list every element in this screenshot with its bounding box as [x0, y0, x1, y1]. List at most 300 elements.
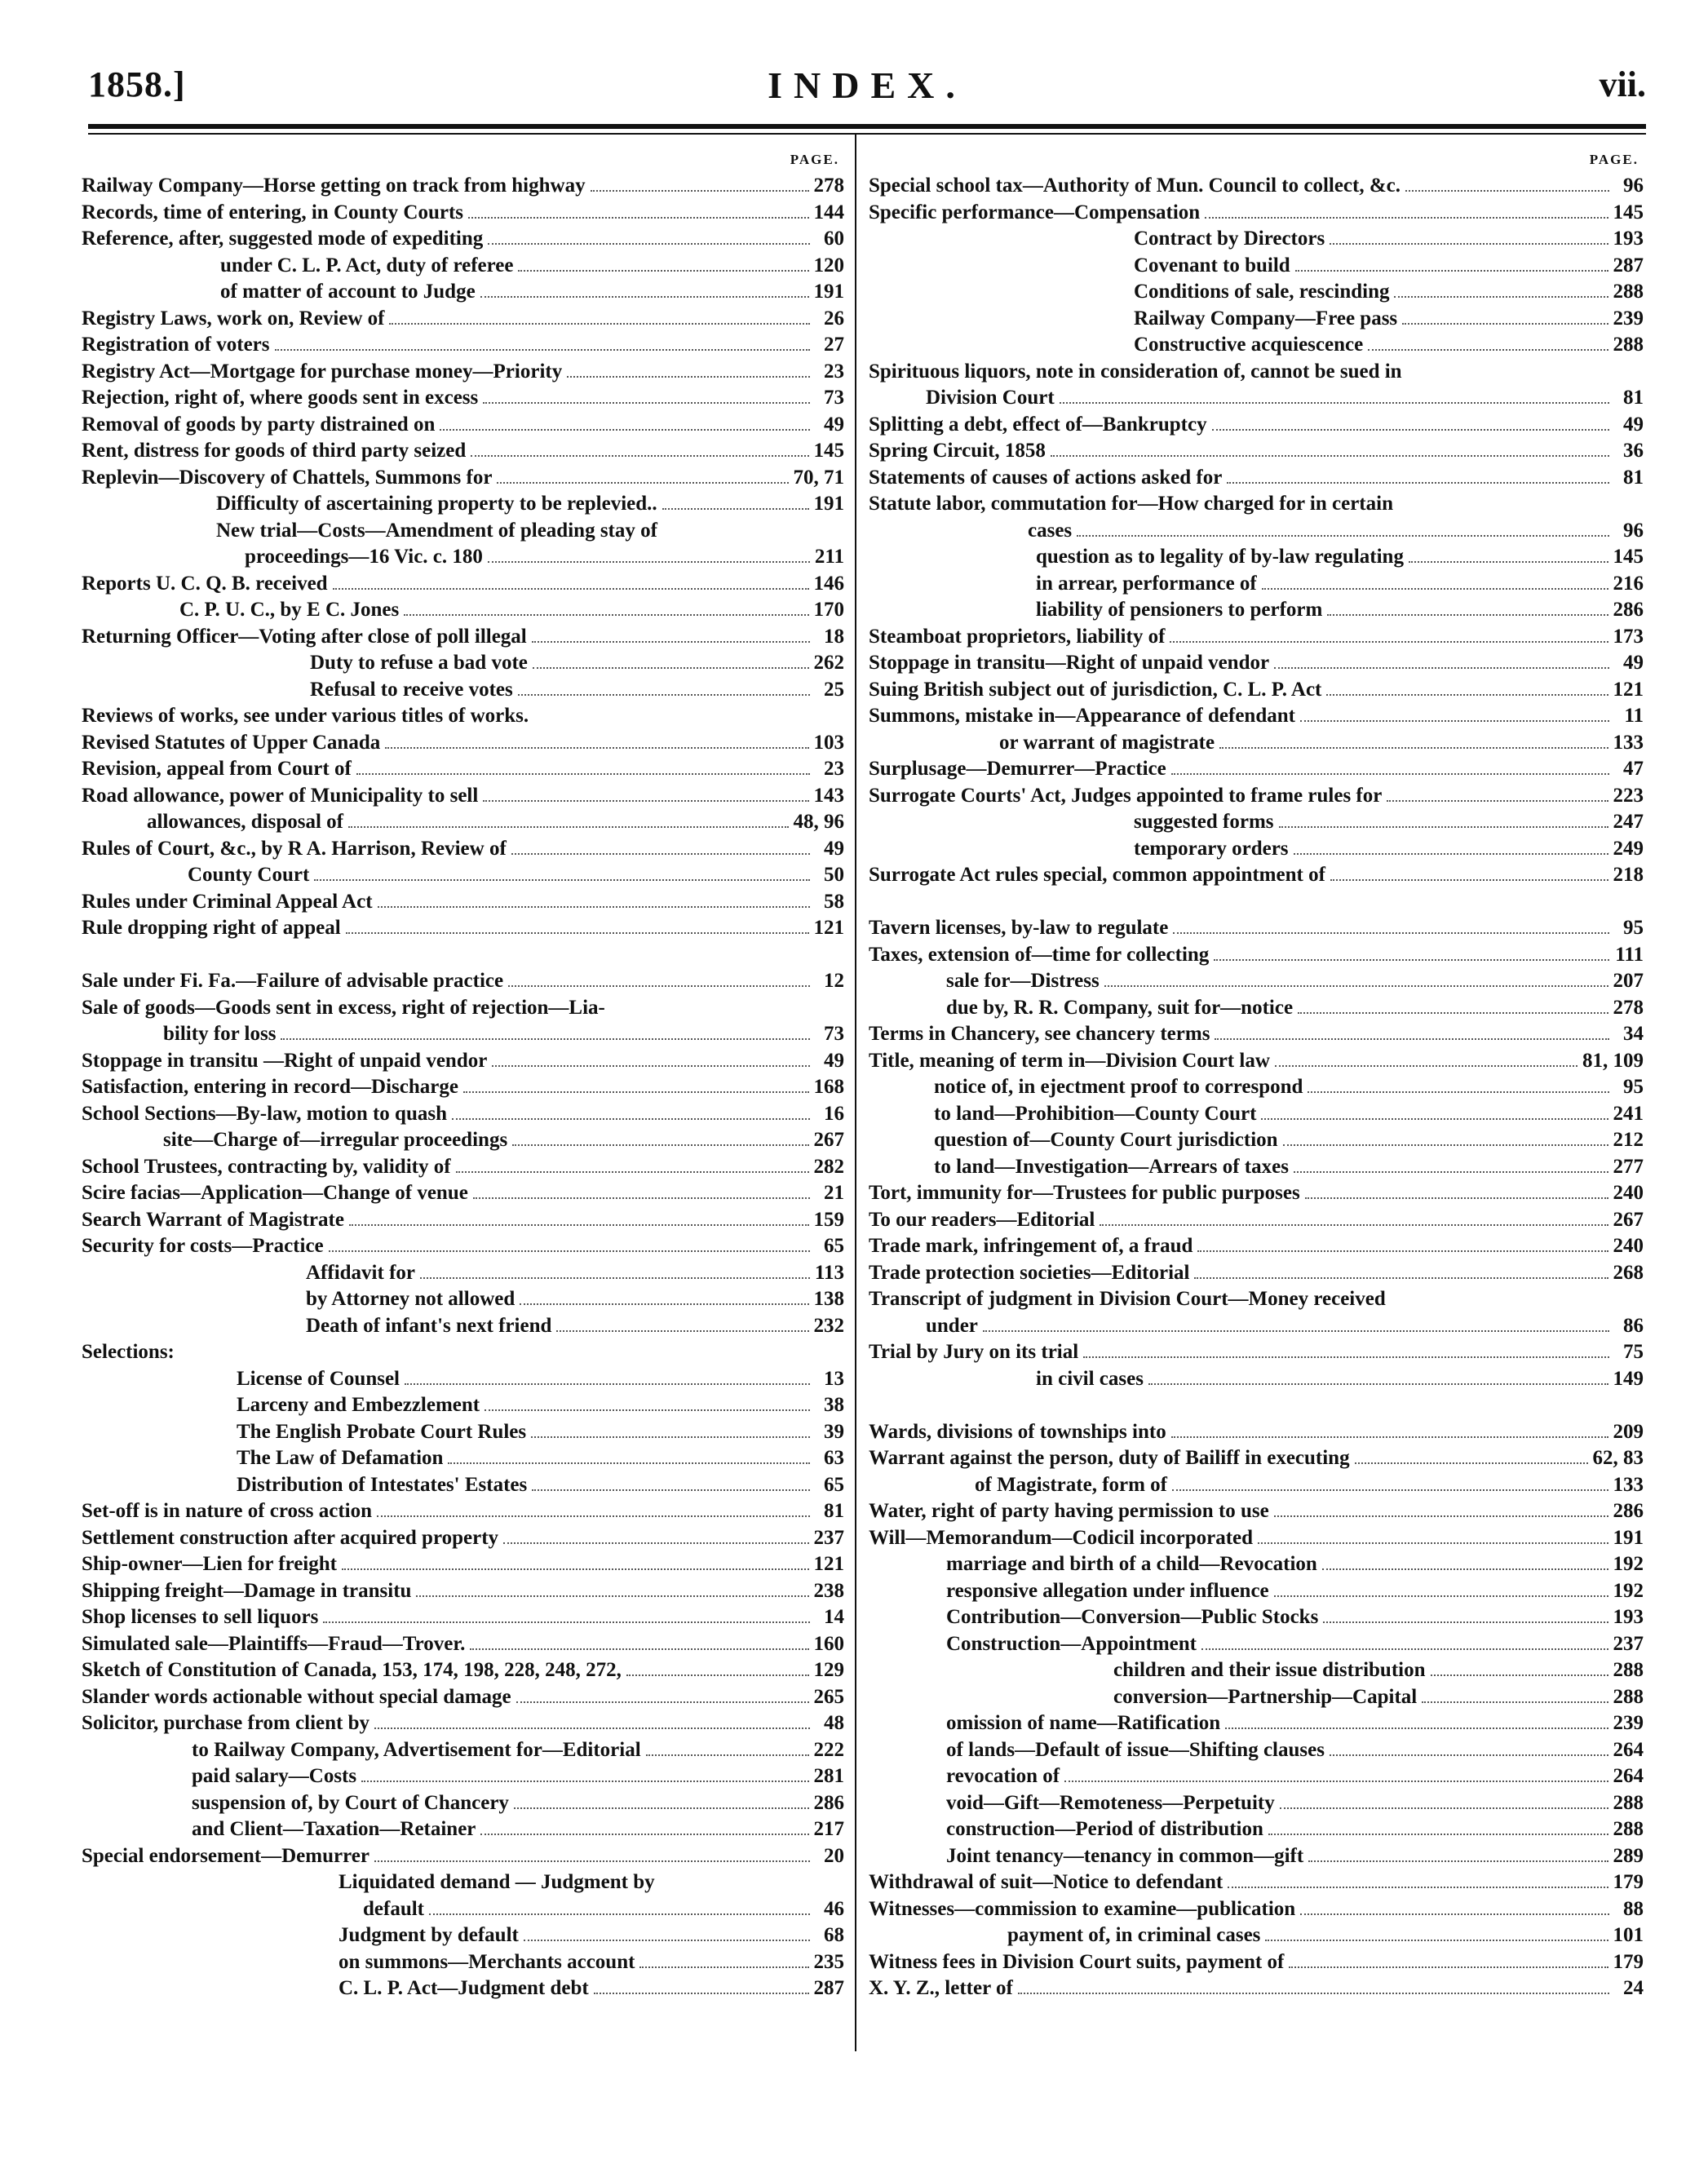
- entry-page: 14: [824, 1606, 844, 1628]
- dot-leader: [405, 1383, 810, 1385]
- entry-text: Registry Act—Mortgage for purchase money—Priority: [82, 360, 563, 383]
- entry-page: 160: [813, 1632, 844, 1655]
- index-entry: [869, 1631, 1644, 1658]
- entry-page: 113: [814, 1261, 844, 1284]
- entry-text: Rule dropping right of appeal: [82, 917, 341, 939]
- entry-text: C. L. P. Act—Judgment debt: [339, 1977, 589, 1999]
- index-entry: [82, 809, 844, 836]
- index-entry: [82, 1021, 844, 1048]
- entry-page: 239: [1613, 1712, 1644, 1734]
- entry-text: Set-off is in nature of cross action: [82, 1500, 372, 1522]
- dot-leader: [594, 1993, 809, 1994]
- index-entry: [82, 862, 844, 889]
- entry-text: under: [926, 1314, 978, 1337]
- entry-text: Security for costs—Practice: [82, 1235, 324, 1257]
- entry-page: 81, 109: [1582, 1049, 1644, 1072]
- dot-leader: [416, 1595, 808, 1597]
- entry-page: 62, 83: [1592, 1447, 1644, 1469]
- entry-text: Splitting a debt, effect of—Bankruptcy: [869, 413, 1207, 436]
- entry-text: Warrant against the person, duty of Bailiff in executing: [869, 1447, 1350, 1469]
- entry-text: Reference, after, suggested mode of expediting: [82, 228, 484, 250]
- dot-leader: [497, 482, 788, 484]
- index-entry: [869, 1843, 1644, 1870]
- dot-leader: [532, 641, 810, 643]
- index-entry: [869, 412, 1644, 439]
- index-entry: [82, 650, 844, 677]
- entry-page: 235: [813, 1950, 844, 1973]
- entry-text: Distribution of Intestates' Estates: [237, 1473, 528, 1496]
- entry-text: Suing British subject out of jurisdiction, C. L. P. Act: [869, 678, 1322, 701]
- entry-text: Registry Laws, work on, Review of: [82, 307, 385, 330]
- entry-text: sale for—Distress: [946, 970, 1100, 992]
- dot-leader: [374, 1860, 810, 1862]
- index-entry: [82, 1869, 844, 1896]
- dot-leader: [440, 429, 810, 431]
- entry-page: 191: [1613, 1526, 1644, 1549]
- header-rule-thick: [88, 124, 1646, 129]
- entry-page: 20: [824, 1844, 844, 1867]
- entry-text: License of Counsel: [237, 1367, 400, 1390]
- entry-text: suspension of, by Court of Chancery: [192, 1791, 509, 1814]
- entry-text: in civil cases: [1036, 1367, 1144, 1390]
- dot-leader: [420, 1277, 810, 1279]
- index-entry: [82, 1843, 844, 1870]
- index-entry: [82, 1949, 844, 1976]
- entry-page: 211: [814, 546, 844, 568]
- dot-leader: [514, 1807, 809, 1809]
- index-entry: [869, 253, 1644, 280]
- entry-text: Ship-owner—Lien for freight: [82, 1553, 337, 1575]
- index-entry: [869, 1578, 1644, 1605]
- entry-page: 218: [1613, 864, 1644, 886]
- index-entry: [82, 1604, 844, 1631]
- dot-leader: [1171, 1436, 1608, 1438]
- entry-text: Specific performance—Compensation: [869, 201, 1201, 223]
- index-entry: [869, 332, 1644, 359]
- dot-leader: [448, 1462, 810, 1464]
- entry-page: 73: [824, 1023, 844, 1045]
- dot-leader: [520, 1303, 808, 1305]
- index-entry: [869, 1074, 1644, 1101]
- index-entry: [869, 438, 1644, 465]
- dot-leader: [1051, 455, 1609, 457]
- entry-page: 121: [813, 917, 844, 939]
- index-entry: [869, 1922, 1644, 1949]
- entry-page: 288: [1613, 1818, 1644, 1840]
- index-entry: [869, 544, 1644, 571]
- dot-leader: [1275, 1065, 1577, 1067]
- dot-leader: [463, 1091, 809, 1093]
- index-entry: [869, 677, 1644, 704]
- entry-text: Wards, divisions of townships into: [869, 1420, 1166, 1443]
- index-entry: [869, 1445, 1644, 1472]
- dot-leader: [1212, 429, 1609, 431]
- index-entry: [82, 306, 844, 333]
- entry-text: Witness fees in Division Court suits, payment of: [869, 1950, 1285, 1973]
- entry-text: Reports U. C. Q. B. received: [82, 572, 328, 595]
- entry-page: 193: [1613, 228, 1644, 250]
- entry-page: 65: [824, 1473, 844, 1496]
- index-entry: [869, 1975, 1644, 2002]
- entry-text: omission of name—Ratification: [946, 1712, 1221, 1734]
- index-entry: [869, 836, 1644, 863]
- entry-text: conversion—Partnership—Capital: [1113, 1685, 1418, 1708]
- entry-text: C. P. U. C., by E C. Jones: [179, 599, 400, 621]
- entry-text: Construction—Appointment: [946, 1632, 1197, 1655]
- dot-leader: [1173, 932, 1609, 934]
- entry-text: Witnesses—commission to examine—publication: [869, 1897, 1296, 1920]
- entry-page: 133: [1613, 731, 1644, 754]
- index-entry: [82, 915, 844, 942]
- dot-leader: [1405, 190, 1609, 192]
- dot-leader: [1214, 959, 1609, 961]
- entry-page: 48: [824, 1712, 844, 1734]
- entry-text: Records, time of entering, in County Courts: [82, 201, 464, 223]
- dot-leader: [1368, 349, 1608, 351]
- index-entry: [82, 1074, 844, 1101]
- entry-page: 96: [1623, 519, 1644, 542]
- dot-leader: [1409, 561, 1608, 563]
- index-entry: [82, 703, 844, 730]
- entry-text: Surplusage—Demurrer—Practice: [869, 758, 1166, 780]
- entry-text: Summons, mistake in—Appearance of defendant: [869, 705, 1295, 727]
- entry-text: Spirituous liquors, note in consideration of, cannot be sued in: [869, 360, 1402, 383]
- index-entry: [82, 756, 844, 783]
- entry-page: 103: [813, 731, 844, 754]
- entry-page: 287: [813, 1977, 844, 1999]
- entry-text: proceedings—16 Vic. c. 180: [245, 546, 483, 568]
- index-entry: [869, 571, 1644, 598]
- entry-page: 39: [824, 1420, 844, 1443]
- entry-page: 143: [813, 784, 844, 807]
- entry-page: 121: [813, 1553, 844, 1575]
- entry-text: responsive allegation under influence: [946, 1579, 1269, 1602]
- entry-text: site—Charge of—irregular proceedings: [163, 1129, 508, 1151]
- entry-text: Difficulty of ascertaining property to be replevied..: [216, 493, 657, 515]
- index-entry: [869, 1048, 1644, 1075]
- index-entry: [869, 1551, 1644, 1578]
- dot-leader: [323, 1621, 810, 1623]
- index-entry: [82, 1975, 844, 2002]
- entry-text: Replevin—Discovery of Chattels, Summons for: [82, 466, 493, 489]
- index-entry: [82, 1260, 844, 1287]
- index-entry: [82, 518, 844, 545]
- dot-leader: [348, 826, 788, 828]
- dot-leader: [452, 1118, 810, 1120]
- index-entry: [82, 1710, 844, 1737]
- dot-leader: [1330, 243, 1608, 245]
- index-entry: [82, 1339, 844, 1366]
- entry-text: to Railway Company, Advertisement for—Editorial: [192, 1738, 641, 1761]
- dot-leader: [377, 1515, 810, 1517]
- index-entry: [82, 1419, 844, 1446]
- dot-leader: [488, 243, 810, 245]
- dot-leader: [356, 773, 810, 775]
- entry-text: Surrogate Courts' Act, Judges appointed to frame rules for: [869, 784, 1383, 807]
- entry-page: 23: [824, 758, 844, 780]
- entry-page: 26: [824, 307, 844, 330]
- index-entry: [82, 1101, 844, 1128]
- dot-leader: [983, 1330, 1609, 1332]
- page-header: [88, 64, 1646, 113]
- entry-text: The English Probate Court Rules: [237, 1420, 527, 1443]
- entry-page: 278: [813, 175, 844, 197]
- entry-page: 12: [824, 970, 844, 992]
- entry-page: 16: [824, 1102, 844, 1125]
- section-gap: [869, 1392, 1644, 1419]
- index-entry: [869, 465, 1644, 492]
- index-entry: [869, 1763, 1644, 1790]
- dot-leader: [1077, 535, 1609, 537]
- entry-text: Revised Statutes of Upper Canada: [82, 731, 381, 754]
- index-entry: [82, 571, 844, 598]
- dot-leader: [1431, 1674, 1608, 1676]
- dot-leader: [511, 853, 810, 855]
- entry-text: Contribution—Conversion—Public Stocks: [946, 1606, 1319, 1628]
- dot-leader: [1283, 1144, 1608, 1146]
- entry-text: To our readers—Editorial: [869, 1208, 1095, 1231]
- index-entry: [82, 1127, 844, 1154]
- entry-page: 222: [813, 1738, 844, 1761]
- dot-leader: [470, 1648, 808, 1650]
- dot-leader: [389, 323, 810, 325]
- index-entry: [869, 968, 1644, 995]
- entry-page: 286: [1613, 1500, 1644, 1522]
- entry-page: 95: [1623, 1076, 1644, 1098]
- index-entry: [869, 359, 1644, 386]
- dot-leader: [346, 932, 809, 934]
- entry-text: to land—Investigation—Arrears of taxes: [934, 1155, 1289, 1178]
- index-entry: [869, 226, 1644, 253]
- entry-page: 81: [824, 1500, 844, 1522]
- entry-text: Revision, appeal from Court of: [82, 758, 352, 780]
- dot-leader: [1171, 773, 1609, 775]
- index-entry: [82, 1578, 844, 1605]
- entry-text: Tort, immunity for—Trustees for public purposes: [869, 1182, 1300, 1204]
- entry-text: Removal of goods by party distrained on: [82, 413, 436, 436]
- index-entry: [869, 1339, 1644, 1366]
- index-entry: [82, 836, 844, 863]
- dot-leader: [275, 349, 811, 351]
- dot-leader: [1300, 720, 1609, 722]
- entry-page: 49: [1623, 652, 1644, 674]
- dot-leader: [1064, 1781, 1608, 1782]
- page-number: vii.: [1599, 64, 1646, 104]
- entry-text: Trade mark, infringement of, a fraud: [869, 1235, 1193, 1257]
- entry-page: 240: [1613, 1235, 1644, 1257]
- entry-page: 239: [1613, 307, 1644, 330]
- entry-page: 48, 96: [793, 811, 844, 833]
- entry-text: to land—Prohibition—County Court: [934, 1102, 1257, 1125]
- index-entry: [82, 624, 844, 651]
- index-entry: [82, 730, 844, 757]
- entry-page: 265: [813, 1685, 844, 1708]
- entry-text: of Magistrate, form of: [975, 1473, 1168, 1496]
- entry-page: 23: [824, 360, 844, 383]
- index-entry: [82, 279, 844, 306]
- index-entry: [82, 359, 844, 386]
- entry-page: 49: [824, 837, 844, 860]
- entry-text: Rules under Criminal Appeal Act: [82, 890, 373, 913]
- dot-leader: [1148, 1383, 1608, 1385]
- entry-text: by Attorney not allowed: [306, 1288, 515, 1310]
- entry-text: marriage and birth of a child—Revocation: [946, 1553, 1317, 1575]
- entry-text: Special school tax—Authority of Mun. Council to collect, &c.: [869, 175, 1401, 197]
- dot-leader: [1261, 1118, 1608, 1120]
- entry-page: 168: [813, 1076, 844, 1098]
- dot-leader: [1422, 1701, 1608, 1703]
- index-entry: [82, 1472, 844, 1499]
- entry-text: Surrogate Act rules special, common appointment of: [869, 864, 1325, 886]
- entry-page: 241: [1613, 1102, 1644, 1125]
- entry-text: in arrear, performance of: [1036, 572, 1257, 595]
- entry-text: Trade protection societies—Editorial: [869, 1261, 1190, 1284]
- entry-text: Satisfaction, entering in record—Discharge: [82, 1076, 458, 1098]
- entry-page: 232: [813, 1314, 844, 1337]
- entry-text: paid salary—Costs: [192, 1765, 357, 1787]
- dot-leader: [471, 455, 808, 457]
- index-entry: [869, 915, 1644, 942]
- entry-text: Covenant to build: [1134, 254, 1290, 276]
- dot-leader: [1194, 1277, 1608, 1279]
- dot-leader: [1327, 614, 1608, 616]
- dot-leader: [567, 376, 810, 378]
- entry-text: Tavern licenses, by-law to regulate: [869, 917, 1169, 939]
- index-entry-list: [82, 173, 844, 2002]
- dot-leader: [1225, 1727, 1608, 1729]
- entry-page: 46: [824, 1897, 844, 1920]
- entry-text: Registration of voters: [82, 334, 270, 356]
- dot-leader: [1258, 1542, 1608, 1544]
- index-entry: [869, 1127, 1644, 1154]
- dot-leader: [480, 296, 809, 298]
- entry-page: 191: [813, 281, 844, 303]
- index-entry: [869, 995, 1644, 1022]
- entry-page: 212: [1613, 1129, 1644, 1151]
- dot-leader: [1172, 1489, 1608, 1491]
- dot-leader: [1300, 1913, 1609, 1915]
- index-entry: [869, 1233, 1644, 1260]
- index-entry: [82, 1445, 844, 1472]
- entry-text: Railway Company—Horse getting on track from highway: [82, 175, 586, 197]
- index-entry: [869, 1101, 1644, 1128]
- index-entry: [869, 491, 1644, 518]
- index-entry: [82, 1896, 844, 1923]
- entry-text: bility for loss: [163, 1023, 277, 1045]
- dot-leader: [1227, 482, 1609, 484]
- entry-text: Will—Memorandum—Codicil incorporated: [869, 1526, 1254, 1549]
- dot-leader: [483, 402, 810, 404]
- entry-page: 278: [1613, 996, 1644, 1019]
- entry-page: 27: [824, 334, 844, 356]
- entry-page: 286: [1613, 599, 1644, 621]
- index-entry: [82, 253, 844, 280]
- entry-page: 25: [824, 678, 844, 701]
- index-entry: [869, 200, 1644, 227]
- index-entry: [869, 1313, 1644, 1340]
- dot-leader: [483, 800, 808, 802]
- dot-leader: [1394, 296, 1608, 298]
- entry-text: Water, right of party having permission to use: [869, 1500, 1269, 1522]
- index-entry: [82, 491, 844, 518]
- entry-text: Liquidated demand — Judgment by: [339, 1871, 655, 1893]
- entry-text: Stoppage in transitu —Right of unpaid vendor: [82, 1049, 488, 1072]
- dot-leader: [1402, 323, 1608, 325]
- entry-page: 179: [1613, 1950, 1644, 1973]
- dot-leader: [429, 1913, 810, 1915]
- entry-page: 288: [1613, 1659, 1644, 1681]
- index-entry: [869, 518, 1644, 545]
- dot-leader: [1294, 1171, 1608, 1173]
- dot-leader: [1228, 1887, 1608, 1888]
- entry-text: revocation of: [946, 1765, 1060, 1787]
- dot-leader: [468, 217, 808, 219]
- entry-text: Withdrawal of suit—Notice to defendant: [869, 1871, 1223, 1893]
- dot-leader: [1265, 1940, 1608, 1941]
- entry-page: 287: [1613, 254, 1644, 276]
- dot-leader: [1295, 270, 1608, 272]
- entry-page: 47: [1623, 758, 1644, 780]
- entry-text: Sale under Fi. Fa.—Failure of advisable practice: [82, 970, 504, 992]
- entry-page: 289: [1613, 1844, 1644, 1867]
- entry-text: and Client—Taxation—Retainer: [192, 1818, 476, 1840]
- dot-leader: [473, 1197, 810, 1199]
- entry-page: 111: [1615, 943, 1644, 966]
- dot-leader: [1060, 402, 1609, 404]
- entry-page: 281: [813, 1765, 844, 1787]
- index-entry: [869, 279, 1644, 306]
- entry-page: 149: [1613, 1367, 1644, 1390]
- entry-page: 145: [1613, 546, 1644, 568]
- index-entry: [82, 597, 844, 624]
- entry-text: Returning Officer—Voting after close of poll illegal: [82, 625, 527, 648]
- entry-text: Slander words actionable without special damage: [82, 1685, 511, 1708]
- dot-leader: [1289, 1966, 1608, 1968]
- index-entry: [82, 1816, 844, 1843]
- entry-text: Taxes, extension of—time for collecting: [869, 943, 1210, 966]
- index-entry: [82, 385, 844, 412]
- index-entry: [82, 1154, 844, 1181]
- entry-text: Rejection, right of, where goods sent in excess: [82, 387, 479, 409]
- entry-page: 96: [1623, 175, 1644, 197]
- index-entry: [82, 200, 844, 227]
- index-entry: [869, 1525, 1644, 1552]
- entry-page: 264: [1613, 1765, 1644, 1787]
- entry-text: on summons—Merchants account: [339, 1950, 635, 1973]
- index-entry: [82, 1763, 844, 1790]
- entry-text: Stoppage in transitu—Right of unpaid vendor: [869, 652, 1270, 674]
- index-entry: [82, 438, 844, 465]
- entry-page: 95: [1623, 917, 1644, 939]
- index-entry: [82, 412, 844, 439]
- dot-leader: [1100, 1224, 1608, 1226]
- entry-text: Constructive acquiescence: [1134, 334, 1364, 356]
- index-entry: [869, 1286, 1644, 1313]
- dot-leader: [1018, 1993, 1609, 1994]
- entry-text: Rules of Court, &c., by R A. Harrison, Review of: [82, 837, 507, 860]
- entry-text: Steamboat proprietors, liability of: [869, 625, 1166, 648]
- dot-leader: [1355, 1462, 1588, 1464]
- index-entry: [82, 968, 844, 995]
- index-entry: [82, 1180, 844, 1207]
- index-entry: [82, 1525, 844, 1552]
- entry-page: 73: [824, 387, 844, 409]
- index-entry: [869, 173, 1644, 200]
- page-column-label: PAGE.: [1589, 152, 1639, 167]
- entry-page: 237: [1613, 1632, 1644, 1655]
- entry-page: 192: [1613, 1579, 1644, 1602]
- entry-text: cases: [1028, 519, 1073, 542]
